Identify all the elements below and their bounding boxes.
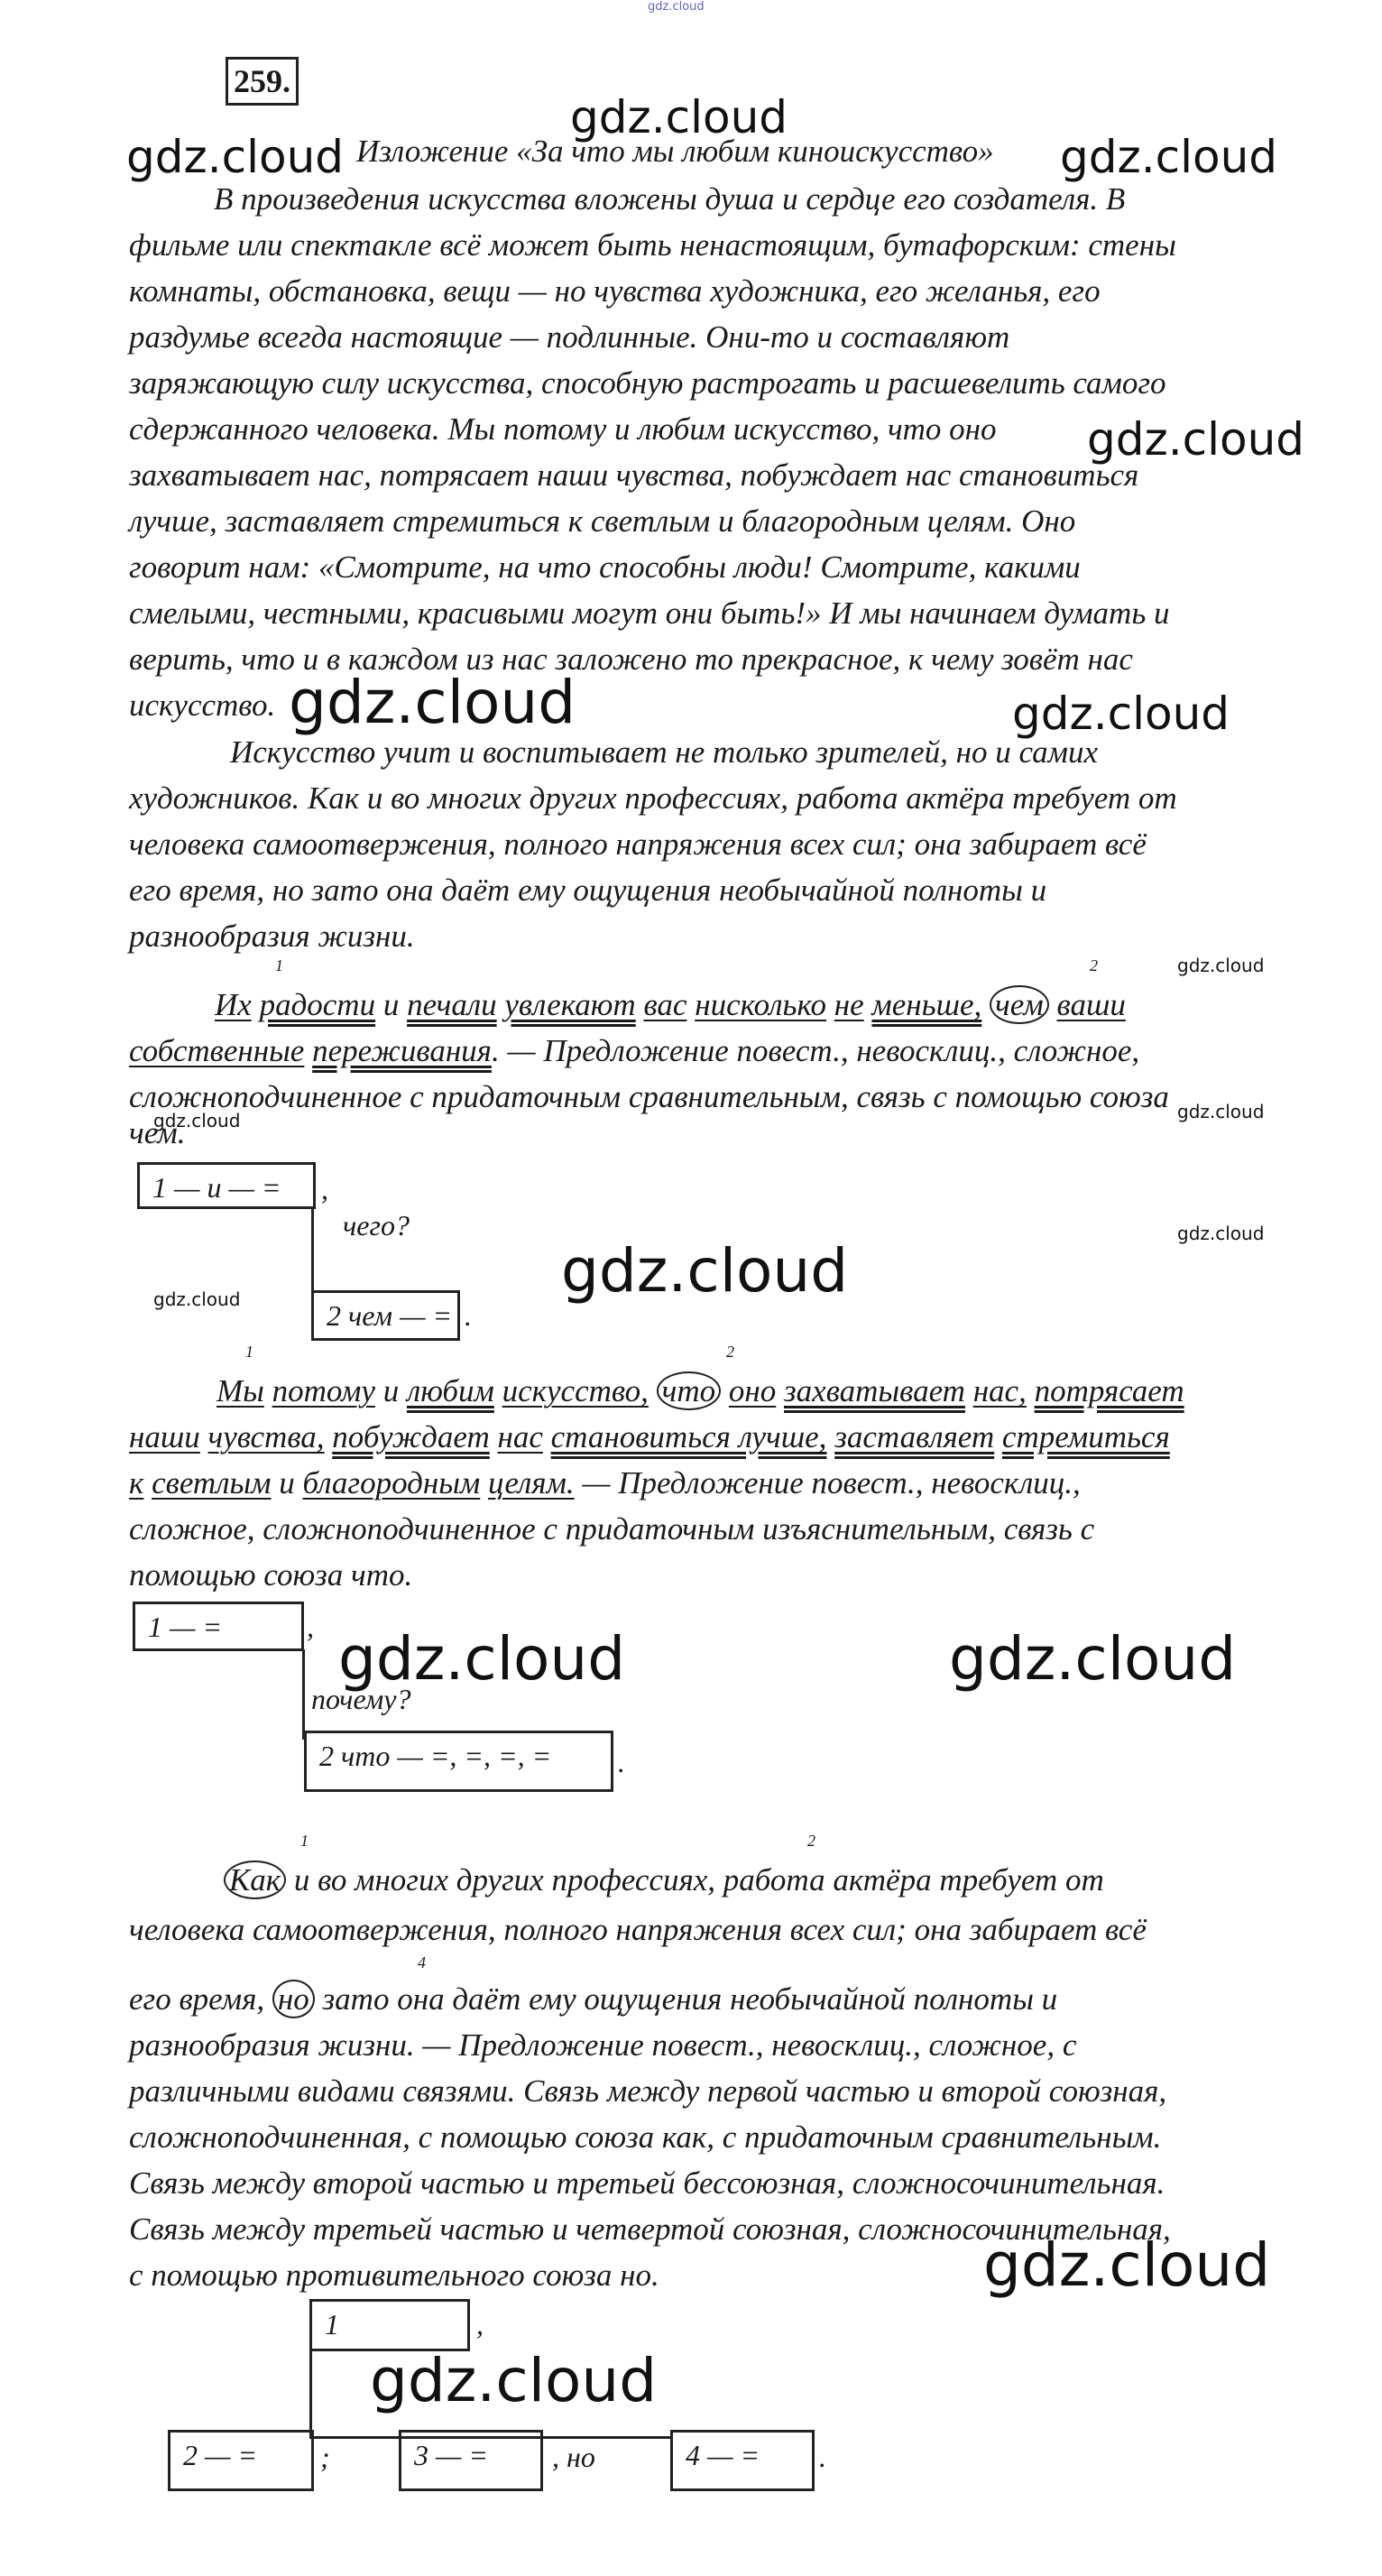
text-line: Искусство учит и воспитывает не только зрителей, но и самих — [230, 734, 1099, 770]
scheme-box-2: 2 — = — [168, 2430, 314, 2491]
page-title: Изложение «За что мы любим киноискусство» — [356, 134, 994, 169]
text-line: помощью союза что. — [129, 1557, 413, 1593]
text: его время, — [129, 1981, 265, 2017]
word: к — [129, 1465, 144, 1500]
word: ваши — [1056, 987, 1126, 1022]
connector — [302, 1649, 305, 1740]
word: потому — [272, 1373, 375, 1408]
conjunction-circled: чем — [990, 985, 1049, 1024]
word: целям. — [488, 1465, 575, 1500]
word: становиться лучше, — [550, 1419, 827, 1454]
text-line: комнаты, обстановка, вещи — но чувства художника, его желанья, его — [129, 273, 1101, 309]
word: переживания — [312, 1033, 492, 1068]
exercise-number: 259. — [226, 57, 299, 106]
conjunction-circled: Как — [224, 1860, 286, 1899]
word: наши — [129, 1419, 200, 1454]
watermark: gdz.cloud — [1060, 131, 1278, 183]
scheme-box-1: 1 — [309, 2299, 470, 2351]
text: . — Предложение повест., невосклиц., сложное, — [491, 1033, 1140, 1068]
text-line: разнообразия жизни. — [129, 919, 415, 954]
word: заставляет — [834, 1419, 995, 1454]
watermark: gdz.cloud — [570, 91, 788, 143]
watermark: gdz.cloud — [1012, 688, 1230, 740]
part-number: 2 — [807, 1832, 815, 1850]
word: Мы — [217, 1373, 264, 1408]
text: — Предложение повест., невосклиц., — [574, 1465, 1081, 1500]
text-line: чем. — [129, 1115, 186, 1150]
word: стремиться — [1001, 1419, 1170, 1454]
watermark: gdz.cloud — [289, 668, 576, 737]
word: благородным — [302, 1465, 481, 1500]
watermark: gdz.cloud — [338, 1624, 626, 1694]
text-line: его время, но зато она даёт ему ощущения необычайной полноты и — [129, 873, 1047, 908]
word: побуждает — [332, 1419, 490, 1454]
text-line: лучше, заставляет стремиться к светлым и благородным целям. Оно — [129, 503, 1076, 539]
text-line: искусство. — [129, 688, 276, 723]
connector — [311, 1207, 314, 1293]
text: зато она даёт ему ощущения необычайной полноты и — [314, 1981, 1058, 2017]
watermark: gdz.cloud — [370, 2346, 658, 2415]
text-line: захватывает нас, потрясает наши чувства, побуждает нас становиться — [129, 457, 1139, 493]
sentence-line — [129, 1414, 1170, 1460]
text-line: Связь между третьей частью и четвертой союзная, сложносочинительная, — [129, 2211, 1171, 2247]
text-line: сложное, сложноподчиненное с придаточным изъяснительным, связь с — [129, 1511, 1095, 1547]
text-line: верить, что и в каждом из нас заложено то прекрасное, к чему зовёт нас — [129, 642, 1133, 677]
text-line: различными видами связями. Связь между первой частью и второй союзная, — [129, 2073, 1167, 2109]
text-line: разнообразия жизни. — Предложение повест., невосклиц., сложное, с — [129, 2027, 1077, 2063]
text-line: раздумье всегда настоящие — подлинные. Они-то и составляют — [129, 319, 1010, 355]
word: Их — [215, 987, 252, 1022]
sentence-line — [129, 1028, 1139, 1074]
punct: , но — [552, 2441, 595, 2473]
punct: . — [618, 1746, 625, 1778]
part-number: 2 — [726, 1343, 734, 1361]
word: увлекают — [504, 987, 636, 1022]
punct: ; — [320, 2441, 330, 2473]
sentence-line — [215, 982, 1126, 1028]
sentence-line — [129, 1976, 1057, 2022]
connector — [309, 2350, 312, 2438]
word: чувства, — [207, 1419, 325, 1454]
word: вас — [643, 987, 687, 1022]
part-number: 2 — [1090, 956, 1098, 974]
text-line: В произведения искусства вложены душа и сердце его создателя. В — [214, 181, 1126, 217]
part-number: 1 — [275, 956, 283, 974]
punct: , — [307, 1611, 314, 1643]
scheme-box-1: 1 — и — = — [137, 1162, 316, 1209]
word: захватывает — [784, 1373, 965, 1408]
watermark: gdz.cloud — [1177, 1101, 1265, 1122]
sentence-line — [224, 1857, 1104, 1903]
scheme-box-2: 2 чем — = — [311, 1290, 460, 1341]
word: любим — [406, 1373, 494, 1408]
text-line: говорит нам: «Смотрите, на что способны люди! Смотрите, какими — [129, 549, 1081, 585]
word: светлым — [152, 1465, 272, 1500]
scheme-box-1: 1 — = — [133, 1602, 304, 1651]
part-number: 1 — [245, 1343, 253, 1361]
word: собственные — [129, 1033, 305, 1068]
question: почему? — [311, 1683, 411, 1715]
text-line: сдержанного человека. Мы потому и любим искусство, что оно — [129, 411, 997, 447]
punct: . — [819, 2441, 826, 2473]
scheme-box-4: 4 — = — [670, 2430, 815, 2491]
watermark: gdz.cloud — [648, 0, 705, 14]
question: чего? — [343, 1209, 410, 1242]
part-number: 4 — [418, 1953, 426, 1971]
watermark: gdz.cloud — [1177, 1223, 1265, 1244]
text-line: с помощью противительного союза но. — [129, 2257, 659, 2293]
sentence-line — [217, 1368, 1184, 1414]
text: и во многих других профессиях, работа актёра требует от — [286, 1862, 1104, 1897]
watermark: gdz.cloud — [153, 1110, 241, 1131]
sentence-line — [129, 1460, 1081, 1506]
watermark: gdz.cloud — [1087, 413, 1305, 466]
conjunction-circled: что — [657, 1371, 721, 1410]
punct: . — [465, 1299, 472, 1332]
conjunction-circled: но — [272, 1980, 315, 2018]
text-line: заряжающую силу искусства, способную растрогать и расшевелить самого — [129, 365, 1166, 401]
word: потрясает — [1034, 1373, 1184, 1408]
word: печали — [407, 987, 497, 1022]
text-line: сложноподчиненная, с помощью союза как, с придаточным сравнительным. — [129, 2119, 1162, 2155]
word: радости — [259, 987, 376, 1022]
part-number: 1 — [300, 1832, 309, 1850]
text-line: человека самоотвержения, полного напряжения всех сил; она забирает всё — [129, 826, 1147, 862]
watermark: gdz.cloud — [1177, 955, 1265, 976]
scheme-box-2: 2 что — =, =, =, = — [304, 1731, 613, 1792]
word: искусство, — [502, 1373, 649, 1408]
text-line: смелыми, честными, красивыми могут они быть!» И мы начинаем думать и — [129, 596, 1170, 631]
word: нас, — [972, 1373, 1027, 1408]
punct: , — [321, 1173, 328, 1205]
word: и — [382, 987, 400, 1022]
text-line: человека самоотвержения, полного напряжения всех сил; она забирает всё — [129, 1912, 1147, 1947]
text-line: фильме или спектакле всё может быть ненастоящим, бутафорским: стены — [129, 227, 1176, 263]
word: нисколько — [695, 987, 827, 1022]
text-line: художников. Как и во многих других профессиях, работа актёра требует от — [129, 780, 1177, 816]
text-line: сложноподчиненное с придаточным сравнительным, связь с помощью союза — [129, 1079, 1169, 1114]
watermark: gdz.cloud — [153, 1288, 241, 1310]
word: и — [279, 1465, 295, 1500]
text-line: Связь между второй частью и третьей бессоюзная, сложносочинительная. — [129, 2165, 1165, 2201]
scheme-box-3: 3 — = — [399, 2430, 543, 2491]
word: и — [382, 1373, 400, 1408]
watermark: gdz.cloud — [949, 1624, 1237, 1694]
word: оно — [728, 1373, 777, 1408]
watermark: gdz.cloud — [561, 1236, 849, 1306]
word: не — [834, 987, 864, 1022]
watermark: gdz.cloud — [983, 2230, 1271, 2300]
word: нас — [497, 1419, 543, 1454]
word: меньше, — [871, 987, 982, 1022]
watermark: gdz.cloud — [126, 131, 345, 183]
punct: , — [476, 2308, 484, 2341]
